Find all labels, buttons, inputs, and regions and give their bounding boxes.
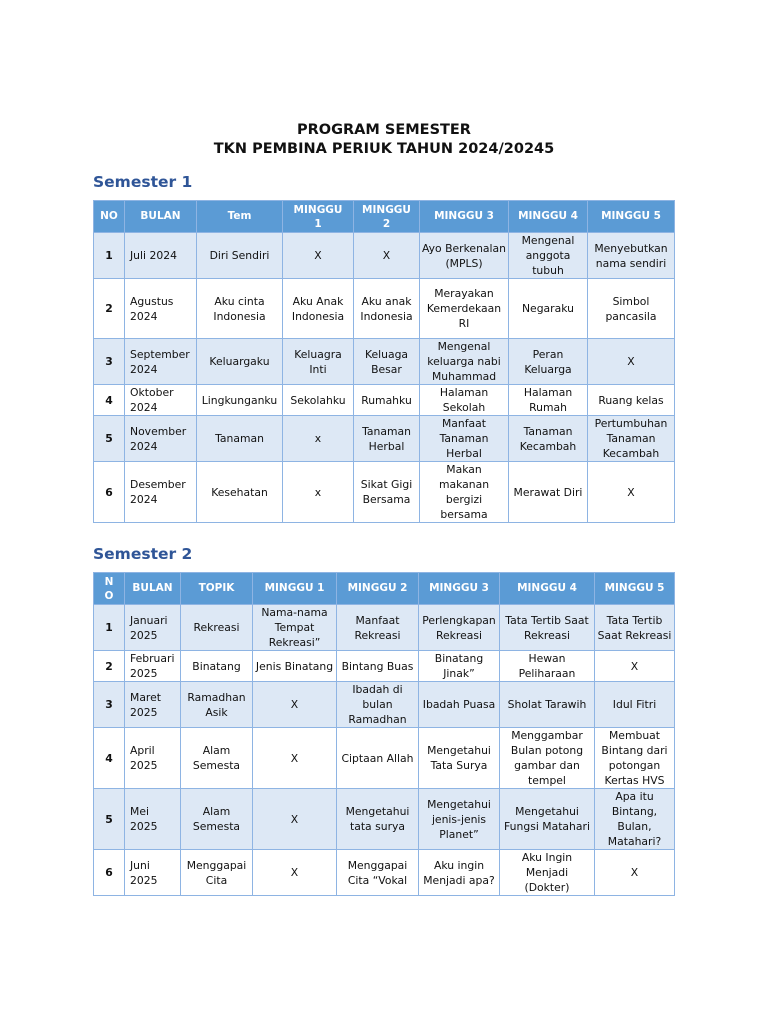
cell-tema: Keluargaku: [197, 339, 283, 385]
cell-no: 3: [94, 339, 125, 385]
cell-bulan: Mei 2025: [125, 789, 181, 850]
table-row: [94, 682, 675, 728]
cell-minggu-2: Bintang Buas: [337, 651, 419, 682]
cell-minggu-1: Keluagra Inti: [283, 339, 354, 385]
table-header-row: [94, 573, 675, 605]
cell-minggu-4: Hewan Peliharaan: [500, 651, 595, 682]
cell-no: 1: [94, 605, 125, 651]
cell-minggu-5: Menyebutkan nama sendiri: [588, 233, 675, 279]
cell-minggu-2: Menggapai Cita “Vokal: [337, 850, 419, 896]
cell-minggu-4: Sholat Tarawih: [500, 682, 595, 728]
cell-no: 1: [94, 233, 125, 279]
document-title: [0, 121, 768, 159]
cell-tema: Diri Sendiri: [197, 233, 283, 279]
header-tema: Tem: [197, 201, 283, 233]
cell-minggu-1: X: [253, 728, 337, 789]
table-header-row: [94, 201, 675, 233]
header-minggu-1: MINGGU 1: [253, 573, 337, 605]
semester-1-table: [93, 200, 675, 523]
semester-2-table: [93, 572, 675, 896]
cell-no: 2: [94, 651, 125, 682]
cell-minggu-2: Aku anak Indonesia: [354, 279, 420, 339]
header-minggu-4: MINGGU 4: [509, 201, 588, 233]
cell-minggu-1: X: [283, 233, 354, 279]
header-minggu-5: MINGGU 5: [588, 201, 675, 233]
cell-tema: Aku cinta Indonesia: [197, 279, 283, 339]
cell-minggu-1: x: [283, 416, 354, 462]
header-minggu-3: MINGGU 3: [419, 573, 500, 605]
cell-topik: Alam Semesta: [181, 728, 253, 789]
title-line-2: TKN PEMBINA PERIUK TAHUN 2024/20245: [213, 141, 555, 157]
cell-minggu-5: X: [595, 850, 675, 896]
header-minggu-2: MINGGU 2: [337, 573, 419, 605]
cell-minggu-1: Aku Anak Indonesia: [283, 279, 354, 339]
cell-no: 3: [94, 682, 125, 728]
title-line-1: PROGRAM SEMESTER: [297, 122, 471, 138]
cell-minggu-1: X: [253, 850, 337, 896]
cell-minggu-5: X: [588, 339, 675, 385]
cell-minggu-4: Peran Keluarga: [509, 339, 588, 385]
cell-minggu-5: Pertumbuhan Tanaman Kecambah: [588, 416, 675, 462]
table-row: [94, 605, 675, 651]
cell-minggu-4: Tata Tertib Saat Rekreasi: [500, 605, 595, 651]
cell-minggu-2: Ciptaan Allah: [337, 728, 419, 789]
cell-minggu-3: Manfaat Tanaman Herbal: [420, 416, 509, 462]
cell-minggu-3: Merayakan Kemerdekaan RI: [420, 279, 509, 339]
cell-minggu-4: Halaman Rumah: [509, 385, 588, 416]
cell-minggu-1: X: [253, 789, 337, 850]
cell-minggu-5: X: [595, 651, 675, 682]
cell-minggu-5: Ruang kelas: [588, 385, 675, 416]
cell-bulan: Desember 2024: [125, 462, 197, 523]
header-no: NO: [94, 201, 125, 233]
cell-minggu-2: Rumahku: [354, 385, 420, 416]
header-bulan: BULAN: [125, 201, 197, 233]
cell-minggu-1: Nama-nama Tempat Rekreasi”: [253, 605, 337, 651]
header-no: N O: [94, 573, 125, 605]
cell-minggu-4: Aku Ingin Menjadi (Dokter): [500, 850, 595, 896]
cell-topik: Alam Semesta: [181, 789, 253, 850]
cell-no: 4: [94, 728, 125, 789]
header-minggu-1: MINGGU 1: [283, 201, 354, 233]
header-bulan: BULAN: [125, 573, 181, 605]
cell-minggu-5: Idul Fitri: [595, 682, 675, 728]
cell-minggu-5: X: [588, 462, 675, 523]
cell-minggu-1: X: [253, 682, 337, 728]
cell-bulan: Juli 2024: [125, 233, 197, 279]
cell-bulan: April 2025: [125, 728, 181, 789]
cell-minggu-2: Tanaman Herbal: [354, 416, 420, 462]
cell-minggu-2: Mengetahui tata surya: [337, 789, 419, 850]
cell-minggu-4: Mengetahui Fungsi Matahari: [500, 789, 595, 850]
header-minggu-4: MINGGU 4: [500, 573, 595, 605]
cell-topik: Binatang: [181, 651, 253, 682]
cell-no: 5: [94, 789, 125, 850]
header-topik: TOPIK: [181, 573, 253, 605]
table-row: [94, 385, 675, 416]
cell-bulan: Juni 2025: [125, 850, 181, 896]
cell-minggu-4: Mengenal anggota tubuh: [509, 233, 588, 279]
cell-bulan: Januari 2025: [125, 605, 181, 651]
table-row: [94, 339, 675, 385]
cell-minggu-3: Mengenal keluarga nabi Muhammad: [420, 339, 509, 385]
cell-minggu-2: Manfaat Rekreasi: [337, 605, 419, 651]
cell-bulan: November 2024: [125, 416, 197, 462]
cell-minggu-3: Ayo Berkenalan (MPLS): [420, 233, 509, 279]
cell-topik: Menggapai Cita: [181, 850, 253, 896]
cell-bulan: Oktober 2024: [125, 385, 197, 416]
cell-minggu-3: Perlengkapan Rekreasi: [419, 605, 500, 651]
cell-tema: Lingkunganku: [197, 385, 283, 416]
semester-1-heading: Semester 1: [93, 173, 193, 191]
cell-tema: Kesehatan: [197, 462, 283, 523]
cell-bulan: Februari 2025: [125, 651, 181, 682]
cell-minggu-4: Menggambar Bulan potong gambar dan tempel: [500, 728, 595, 789]
cell-minggu-1: Jenis Binatang: [253, 651, 337, 682]
cell-minggu-4: Merawat Diri: [509, 462, 588, 523]
table-row: [94, 416, 675, 462]
cell-minggu-1: x: [283, 462, 354, 523]
cell-no: 6: [94, 462, 125, 523]
cell-minggu-2: Sikat Gigi Bersama: [354, 462, 420, 523]
table-row: [94, 850, 675, 896]
cell-topik: Rekreasi: [181, 605, 253, 651]
cell-minggu-2: X: [354, 233, 420, 279]
cell-minggu-3: Ibadah Puasa: [419, 682, 500, 728]
cell-topik: Ramadhan Asik: [181, 682, 253, 728]
cell-no: 4: [94, 385, 125, 416]
cell-minggu-3: Mengetahui Tata Surya: [419, 728, 500, 789]
table-row: [94, 651, 675, 682]
table-row: [94, 789, 675, 850]
cell-minggu-3: Makan makanan bergizi bersama: [420, 462, 509, 523]
cell-minggu-5: Tata Tertib Saat Rekreasi: [595, 605, 675, 651]
semester-2-heading: Semester 2: [93, 545, 193, 563]
header-minggu-5: MINGGU 5: [595, 573, 675, 605]
cell-tema: Tanaman: [197, 416, 283, 462]
table-row: [94, 728, 675, 789]
cell-no: 2: [94, 279, 125, 339]
cell-minggu-3: Binatang Jinak”: [419, 651, 500, 682]
cell-minggu-1: Sekolahku: [283, 385, 354, 416]
cell-bulan: Agustus 2024: [125, 279, 197, 339]
cell-no: 5: [94, 416, 125, 462]
table-row: [94, 233, 675, 279]
cell-minggu-5: Apa itu Bintang, Bulan, Matahari?: [595, 789, 675, 850]
cell-minggu-5: Simbol pancasila: [588, 279, 675, 339]
cell-bulan: Maret 2025: [125, 682, 181, 728]
cell-no: 6: [94, 850, 125, 896]
table-row: [94, 279, 675, 339]
cell-minggu-4: Tanaman Kecambah: [509, 416, 588, 462]
cell-bulan: September 2024: [125, 339, 197, 385]
header-minggu-3: MINGGU 3: [420, 201, 509, 233]
cell-minggu-4: Negaraku: [509, 279, 588, 339]
cell-minggu-3: Aku ingin Menjadi apa?: [419, 850, 500, 896]
cell-minggu-2: Keluaga Besar: [354, 339, 420, 385]
cell-minggu-3: Halaman Sekolah: [420, 385, 509, 416]
cell-minggu-5: Membuat Bintang dari potongan Kertas HVS: [595, 728, 675, 789]
cell-minggu-3: Mengetahui jenis-jenis Planet”: [419, 789, 500, 850]
table-row: [94, 462, 675, 523]
cell-minggu-2: Ibadah di bulan Ramadhan: [337, 682, 419, 728]
header-minggu-2: MINGGU 2: [354, 201, 420, 233]
